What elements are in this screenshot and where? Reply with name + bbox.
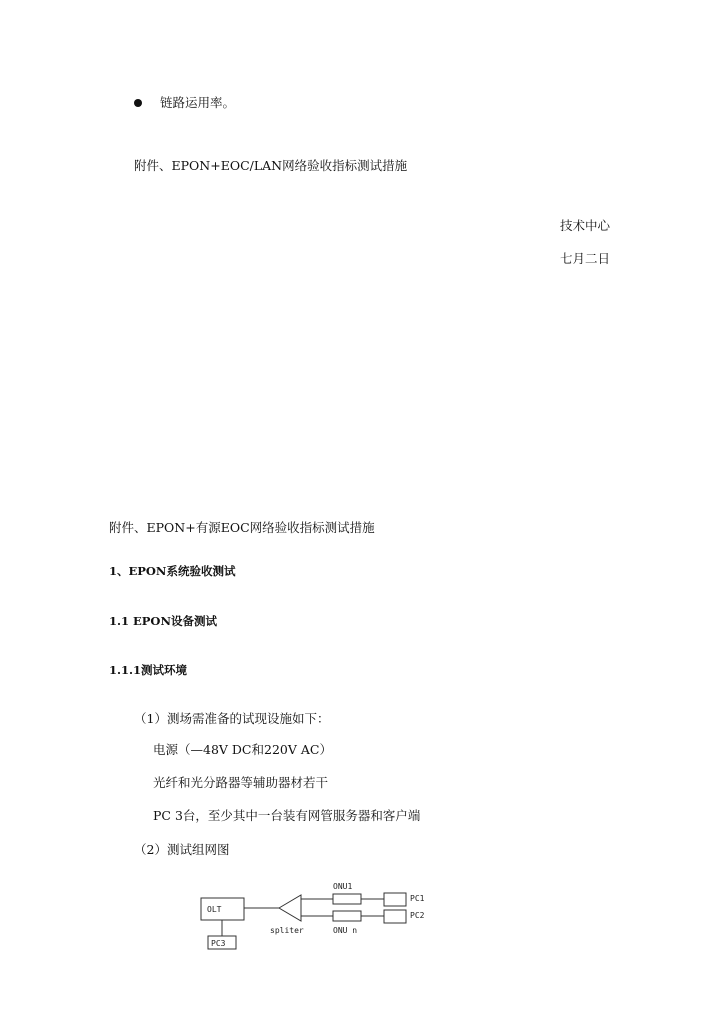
pc1-label: PC1 [410, 894, 425, 903]
onu1-label: ONU1 [333, 882, 353, 891]
pc3-label: PC3 [211, 939, 226, 948]
list-subitem: 光纤和光分路器等辅助器材若干 [153, 775, 329, 790]
heading-1-1: 1.1 EPON设备测试 [109, 614, 217, 628]
section-title: 附件、EPON+有源EOC网络验收指标测试措施 [109, 520, 375, 535]
olt-label: OLT [207, 905, 222, 914]
heading-1: 1、EPON系统验收测试 [109, 564, 236, 578]
pc1-box [384, 893, 406, 906]
bullet-item: 链路运用率。 [160, 95, 236, 110]
list-subitem: PC 3台，至少其中一台装有网管服务器和客户端 [153, 808, 421, 823]
splitter-label: spliter [270, 926, 304, 935]
attachment-line: 附件、EPON+EOC/LAN网络验收指标测试措施 [134, 158, 408, 173]
pc2-label: PC2 [410, 911, 425, 920]
signature-date: 七月二日 [560, 251, 611, 266]
onun-box [333, 911, 361, 921]
list-subitem: 电源（—48V DC和220V AC） [153, 742, 332, 757]
pc2-box [384, 910, 406, 923]
signature-dept: 技术中心 [560, 218, 611, 233]
heading-1-1-1: 1.1.1测试环境 [109, 663, 188, 677]
splitter-triangle [279, 895, 301, 921]
onu1-box [333, 894, 361, 904]
onun-label: ONU n [333, 926, 358, 935]
list-item-2: （2）测试组网图 [134, 842, 230, 857]
list-item-1: （1）测场需准备的试现设施如下： [134, 711, 330, 726]
